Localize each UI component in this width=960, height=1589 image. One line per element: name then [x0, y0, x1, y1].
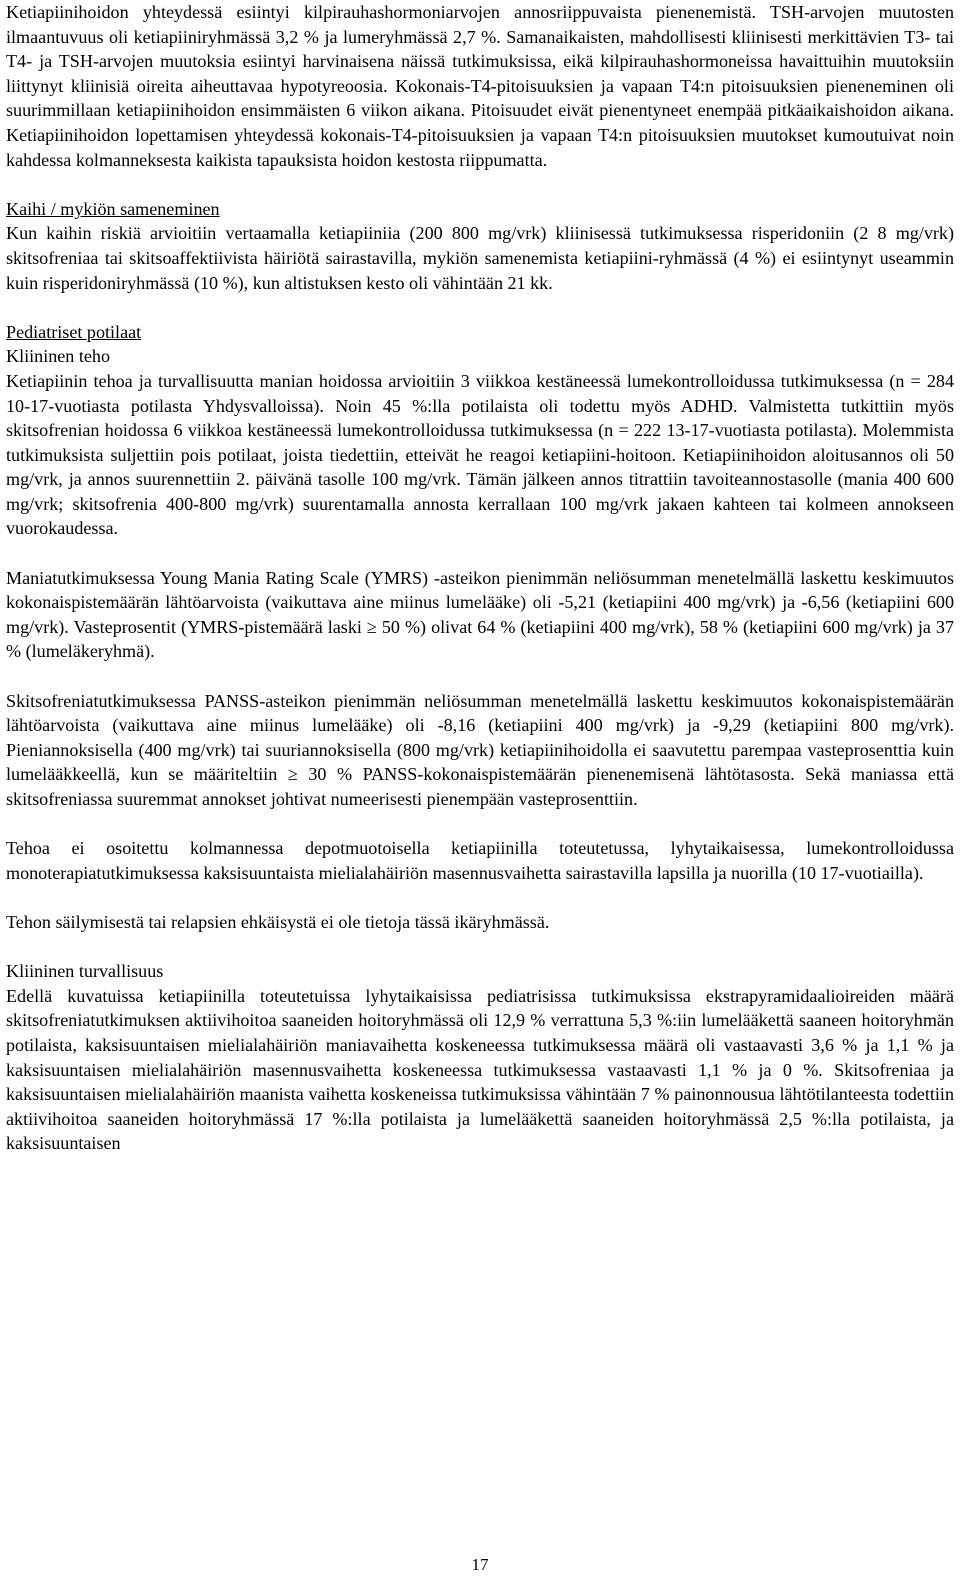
thyroid-paragraph: Ketiapiinihoidon yhteydessä esiintyi kilpirauhashormoniarvojen annosriippuvaista pienenemistä. TSH-arvojen muutosten ilmaantuvuus oli ketiapiiniryhmässä 3,2 % ja lumeryhmässä 2,7 %. Samanaikaisten, mahdollisesti kliinisesti merkittävien T3- tai T4- ja TSH-arvojen muutoksia esiintyi harvinaisena näissä tutkimuksissa, eikä kilpirauhashormoneissa havaittuihin muutoksiin liittynyt kliinisiä oireita aiheuttavaa hypotyreoosia. Kokonais-T4-pitoisuuksien ja vapaan T4:n pitoisuuksien pieneneminen oli suurimmillaan ketiapiinihoidon ensimmäisten 6 viikon aikana. Pitoisuudet eivät pienentyneet enempää pitkäaikaishoidon aikana. Ketiapiinihoidon lopettamisen yhteydessä kokonais-T4-pitoisuuksien ja vapaan T4:n pitoisuuksien muutokset kumoutuivat noin kahdessa kolmanneksesta kaikista tapauksista hoidon kestosta riippumatta.: [6, 2, 954, 170]
paragraph-spacer: [6, 812, 954, 837]
document-page: [6, 0, 954, 1156]
pediatric-heading: Pediatriset potilaat: [6, 321, 142, 342]
mania-paragraph: Maniatutkimuksessa Young Mania Rating Scale (YMRS) -asteikon pienimmän neliösumman menetelmällä laskettu keskimuutos kokonaispistemäärän lähtöarvoista (vaikuttava aine miinus lumelääke) oli -5,21 (ketiapiini 400 mg/vrk) ja -6,56 (ketiapiini 600 mg/vrk). Vasteprosentit (YMRS-pistemäärä laski ≥ 50 %) olivat 64 % (ketiapiini 400 mg/vrk), 58 % (ketiapiini 600 mg/vrk) ja 37 % (lumeläkeryhmä).: [6, 567, 954, 662]
paragraph-spacer: [6, 172, 954, 197]
safety-subheading: Kliininen turvallisuus: [6, 961, 164, 982]
safety-paragraph: Edellä kuvatuissa ketiapiinilla toteutetuissa lyhytaikaisissa pediatrisissa tutkimuksissa ekstrapyramidaalioireiden määrä skitsofreniatutkimuksen aktiivihoitoa saaneiden hoitoryhmässä oli 12,9 % verrattuna 5,3 %:iin lumelääkettä saaneen hoitoryhmän potilaista, kaksisuuntaisen mielialahäiriön maniavaihetta koskeneessa tutkimuksessa määrä oli vastaavasti 3,6 % ja 1,1 % ja kaksisuuntaisen mielialahäiriön masennusvaihetta koskeneessa tutkimuksessa vastaavasti 1,1 % ja 0 %. Skitsofreniaa ja kaksisuuntaisen mielialahäiriön maanista vaihetta koskeneissa tutkimuksissa vähintään 7 % painonnousua lähtötilanteesta todettiin aktiivihoitoa saaneiden hoitoryhmässä 17 %:lla potilaista ja lumelääkettä saaneiden hoitoryhmässä 2,5 %:lla potilaista, ja kaksisuuntaisen: [6, 985, 954, 1154]
page-number: 17: [471, 1555, 489, 1574]
efficacy-paragraph: Ketiapiinin tehoa ja turvallisuutta manian hoidossa arvioitiin 3 viikkoa kestäneessä lumekontrolloidussa tutkimuksessa (n = 284 10-17-vuotiasta potilasta Yhdysvalloissa). Noin 45 %:lla potilaista oli todettu myös ADHD. Valmistetta tutkittiin myös skitsofrenian hoidossa 6 viikkoa kestäneessä lumekontrolloidussa tutkimuksessa (n = 222 13-17-vuotiasta potilasta). Molemmista tutkimuksista suljettiin pois potilaat, joista tiedettiin, etteivät he reagoi ketiapiini-hoitoon. Ketiapiinihoidon aloitusannos oli 50 mg/vrk, ja annos suurennettiin 2. päivänä tasolle 100 mg/vrk. Tämän jälkeen annos titrattiin tavoiteannostasolle (mania 400 600 mg/vrk; skitsofrenia 400-800 mg/vrk) suurentamalla annosta kerrallaan 100 mg/vrk jakaen kahteen tai kolmeen annokseen vuorokaudessa.: [6, 370, 954, 539]
maintenance-paragraph: Tehon säilymisestä tai relapsien ehkäisystä ei ole tietoja tässä ikäryhmässä.: [6, 911, 550, 932]
depot-paragraph: Tehoa ei osoitettu kolmannessa depotmuotoisella ketiapiinilla toteutetussa, lyhytaikaisessa, lumekontrolloidussa monoterapiatutkimuksessa kaksisuuntaista mielialahäiriön masennusvaihetta sairastavilla lapsilla ja nuorilla (10 17-vuotiailla).: [6, 838, 954, 883]
cataract-heading: Kaihi / mykiön sameneminen: [6, 198, 220, 219]
paragraph-spacer: [6, 935, 954, 960]
cataract-paragraph: Kun kaihin riskiä arvioitiin vertaamalla ketiapiiniia (200 800 mg/vrk) kliinisessä tutkimuksessa risperidoniin (2 8 mg/vrk) skitsofreniaa tai skitsoaffektiivista häiriötä sairastavilla, mykiön samenemista ketiapiini-ryhmässä (4 %) ei esiintynyt useammin kuin risperidoniryhmässä (10 %), kun altistuksen kesto oli vähintään 21 kk.: [6, 223, 954, 293]
paragraph-spacer: [6, 295, 954, 320]
schizophrenia-paragraph: Skitsofreniatutkimuksessa PANSS-asteikon pienimmän neliösumman menetelmällä laskettu keskimuutos kokonaispistemäärän lähtöarvoista (vaikuttava aine miinus lumelääke) oli -8,16 (ketiapiini 400 mg/vrk) ja -9,29 (ketiapiini 800 mg/vrk). Pieniannoksisella (400 mg/vrk) tai suuriannoksisella (800 mg/vrk) ketiapiinihoidolla ei saavutettu parempaa vasteprosenttia kuin lumelääkkeellä, kun se määriteltiin ≥ 30 % PANSS-kokonaispistemäärän pienenemisenä lähtötasosta. Sekä maniassa että skitsofreniassa suuremmat annokset johtivat numeerisesti pienempään vasteprosenttiin.: [6, 690, 954, 809]
efficacy-subheading: Kliininen teho: [6, 346, 111, 367]
paragraph-spacer: [6, 664, 954, 689]
paragraph-spacer: [6, 541, 954, 566]
paragraph-spacer: [6, 885, 954, 910]
